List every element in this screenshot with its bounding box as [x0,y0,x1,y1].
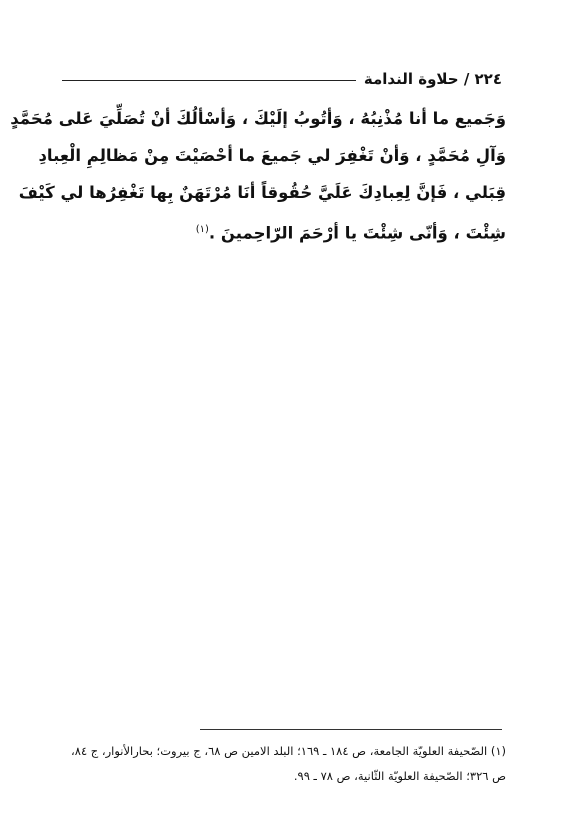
body-line-text: شِئْتَ ، وَأنّى شِئْتَ يا أرْحَمَ الرّاحِمينَ . [208,223,506,243]
header-rule [62,80,356,81]
footnote-line: ص ٣٢٦؛ الصّحيفة العلويّة الثّانية، ص ٧٨ ـ ٩٩. [293,769,506,783]
body-line: وَجَميع ما أنا مُذْنِبُهُ ، وَأتُوبُ إلَيْكَ ، وَأسْألُكَ أنْ تُصَلِّيَ عَلى مُحَمَّدٍ [10,109,506,128]
page-header [62,66,502,92]
body-line: قِبَلي ، فَإنَّ لِعِبادِكَ عَلَيَّ حُقُوقاً أنَا مُرْتَهَنٌ بِها تَغْفِرُها لي كَيْفَ [18,183,506,202]
running-title: ٢٢٤ / حلاوة الندامة [363,70,502,88]
footnote-rule [200,729,502,730]
body-line-last [60,211,506,252]
footnotes [62,739,506,789]
body-line: وَآلِ مُحَمَّدٍ ، وَأنْ تَغْفِرَ لي جَميعَ ما أحْصَيْتَ مِنْ مَظالِمِ الْعِبادِ [38,146,506,165]
footnote-reference: (١) [195,224,209,235]
body-text [10,100,506,252]
footnote-line: (١) الصّحيفة العلويّة الجامعة، ص ١٨٤ ـ ١٦٩؛ البلد الامين ص ٦٨، ج بيروت؛ بحارالأنوار، ج ٨٤، [71,744,506,758]
